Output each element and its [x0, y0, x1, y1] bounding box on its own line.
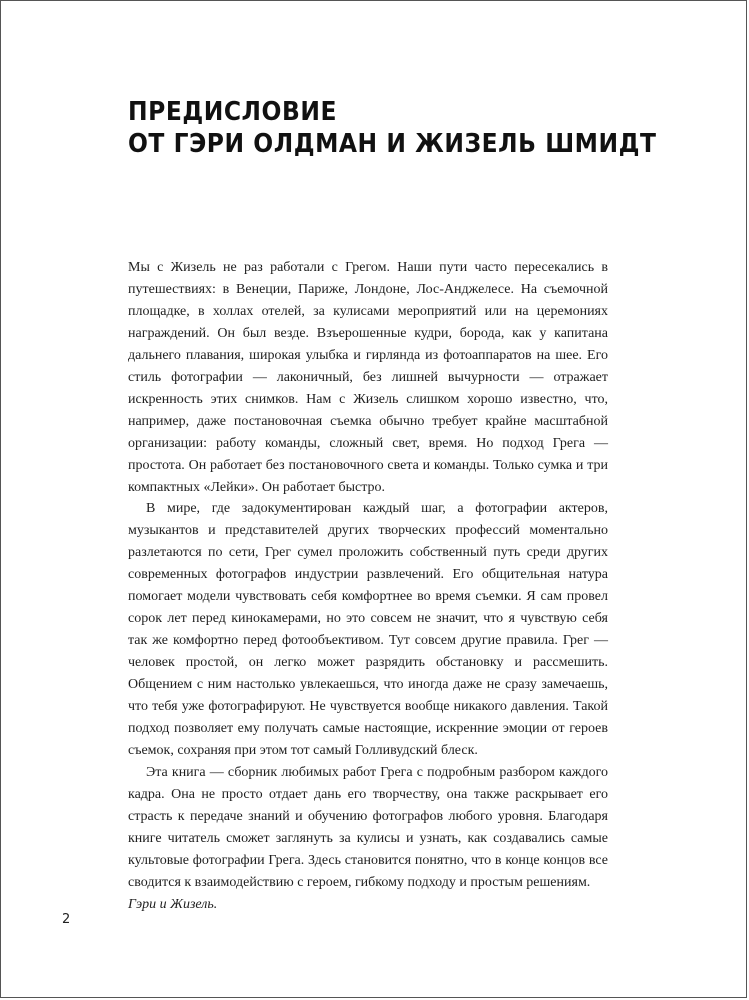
page-number: 2	[62, 912, 71, 927]
title-line-1: ПРЕДИСЛОВИЕ	[128, 97, 337, 127]
paragraph-3: Эта книга — сборник любимых работ Грега с подробным разбором каждого кадра. Она не просто отдает дань его творчеству, она также раскрывает его страсть к передаче знаний и обучению фотографов любого уровня. Благодаря книге читатель сможет заглянуть за кулисы и узнать, как создавались самые культовые фотографии Грега. Здесь становится понятно, что в конце концов все сводится к взаимодействию с героем, гибкому подходу и простым решениям.	[128, 764, 608, 890]
signature: Гэри и Жизель.	[128, 896, 218, 912]
body-text	[128, 257, 608, 916]
page-title	[128, 96, 656, 160]
title-line-2: ОТ ГЭРИ ОЛДМАН И ЖИЗЕЛЬ ШМИДТ	[128, 129, 657, 159]
paragraph-1: Мы с Жизель не раз работали с Грегом. Наши пути часто пересекались в путешествиях: в Венеции, Париже, Лондоне, Лос-Анджелесе. На съемочной площадке, в холлах отелей, за кулисами мероприятий или на церемониях награждений. Он был везде. Взъерошенные кудри, борода, как у капитана дальнего плавания, широкая улыбка и гирлянда из фотоаппаратов на шее. Его стиль фотографии — лаконичный, без лишней вычурности — отражает искренность этих снимков. Нам с Жизель слишком хорошо известно, что, например, даже постановочная съемка обычно требует крайне масштабной организации: работу команды, сложный свет, время. Но подход Грега — простота. Он работает без постановочного света и команды. Только сумка и три компактных «Лейки». Он работает быстро.	[128, 260, 608, 495]
paragraph-2: В мире, где задокументирован каждый шаг, а фотографии актеров, музыкантов и представителей других творческих профессий моментально разлетаются по сети, Грег сумел проложить собственный путь среди других современных фотографов индустрии развлечений. Его общительная натура помогает модели чувствовать себя комфортнее во время съемки. Я сам провел сорок лет перед кинокамерами, но это совсем не значит, что я чувствую себя так же комфортно перед фотообъективом. Тут совсем другие правила. Грег — человек простой, он легко может разрядить обстановку и рассмешить. Общением с ним настолько увлекаешься, что иногда даже не сразу замечаешь, что тебя уже фотографируют. Не чувствуется вообще никакого давления. Такой подход позволяет ему получать самые настоящие, искренние эмоции от героев съемок, сохраняя при этом тот самый Голливудский блеск.	[128, 501, 608, 758]
